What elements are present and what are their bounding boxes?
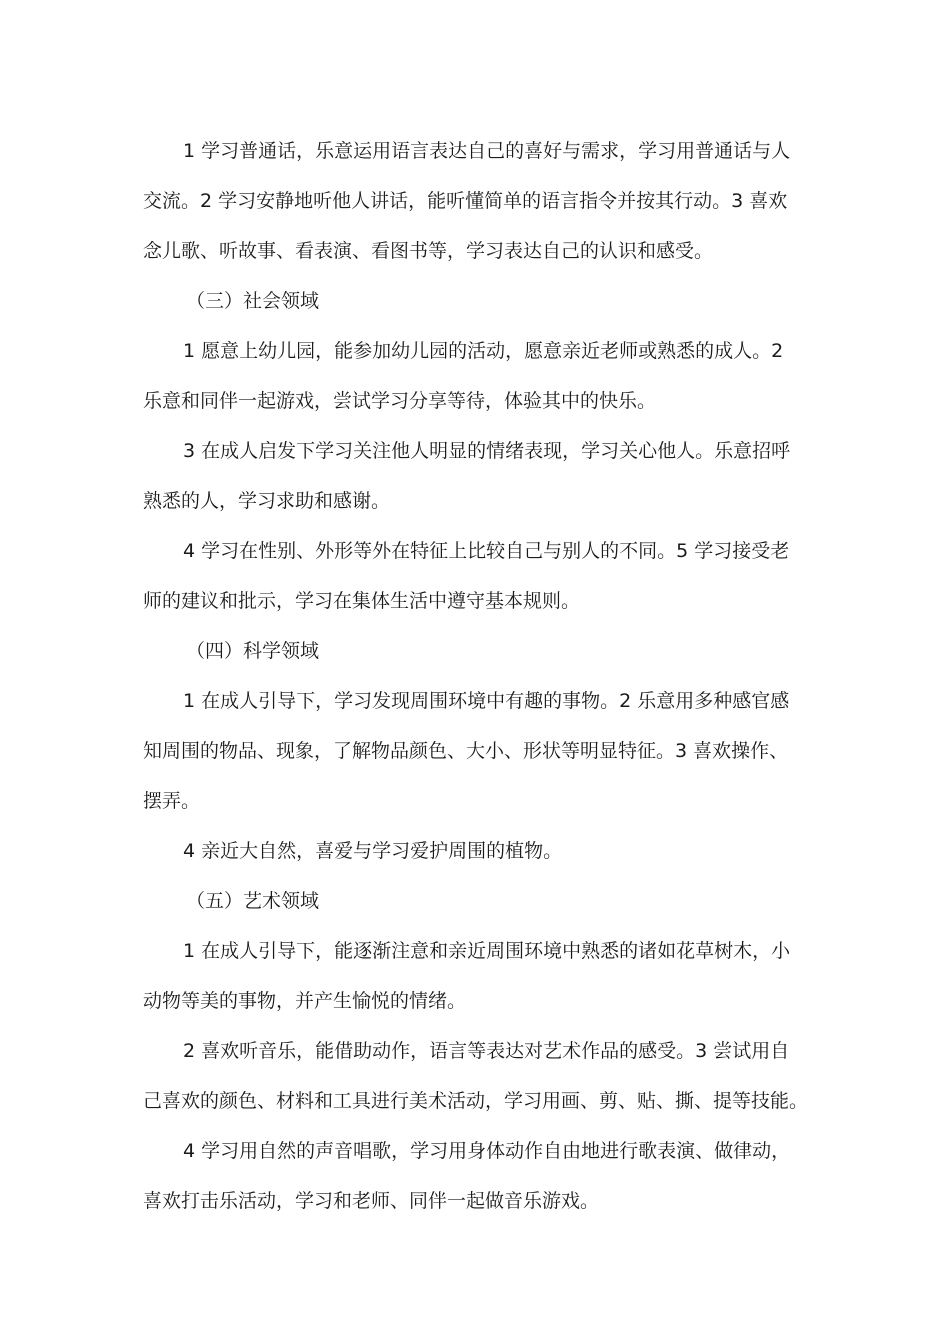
text-line: 3 在成人启发下学习关注他人明显的情绪表现，学习关心他人。乐意招呼: [183, 440, 791, 462]
text-line: 1 在成人引导下，能逐渐注意和亲近周围环境中熟悉的诸如花草树木，小: [183, 940, 791, 962]
text-line: 2 喜欢听音乐，能借助动作，语言等表达对艺术作品的感受。3 尝试用自: [183, 1040, 790, 1062]
text-line: 喜欢打击乐活动，学习和老师、同伴一起做音乐游戏。: [143, 1190, 600, 1212]
text-line: 4 学习用自然的声音唱歌，学习用身体动作自由地进行歌表演、做律动，: [183, 1140, 791, 1162]
section-heading: （四）科学领域: [186, 640, 320, 662]
paragraph-art-3: [143, 1126, 810, 1226]
paragraph-art-2: [143, 1026, 810, 1126]
paragraph-art-1: [143, 926, 810, 1026]
text-line: 1 在成人引导下，学习发现周围环境中有趣的事物。2 乐意用多种感官感: [183, 690, 790, 712]
text-line: 乐意和同伴一起游戏，尝试学习分享等待，体验其中的快乐。: [143, 390, 657, 412]
text-line: 4 学习在性别、外形等外在特征上比较自己与别人的不同。5 学习接受老: [183, 540, 790, 562]
text-line: 动物等美的事物，并产生愉悦的情绪。: [143, 990, 467, 1012]
text-line: 1 学习普通话，乐意运用语言表达自己的喜好与需求，学习用普通话与人: [183, 140, 791, 162]
text-line: 师的建议和批示，学习在集体生活中遵守基本规则。: [143, 590, 581, 612]
paragraph-science-2: [143, 826, 810, 876]
text-line: 念儿歌、听故事、看表演、看图书等，学习表达自己的认识和感受。: [143, 240, 714, 262]
text-line: 1 愿意上幼儿园，能参加幼儿园的活动，愿意亲近老师或熟悉的成人。2: [183, 340, 784, 362]
paragraph-language-goals: [143, 126, 810, 276]
paragraph-science-1: [143, 676, 810, 826]
text-line: 摆弄。: [143, 790, 201, 812]
text-line: 己喜欢的颜色、材料和工具进行美术活动，学习用画、剪、贴、撕、提等技能。: [143, 1090, 809, 1112]
section-heading-social: [143, 276, 810, 326]
document-body: [143, 126, 810, 1226]
section-heading-art: [143, 876, 810, 926]
text-line: 4 亲近大自然，喜爱与学习爱护周围的植物。: [183, 840, 563, 862]
paragraph-social-1: [143, 326, 810, 426]
section-heading: （五）艺术领域: [186, 890, 320, 912]
section-heading: （三）社会领域: [186, 290, 320, 312]
text-line: 交流。2 学习安静地听他人讲话，能听懂简单的语言指令并按其行动。3 喜欢: [143, 190, 788, 212]
text-line: 知周围的物品、现象，了解物品颜色、大小、形状等明显特征。3 喜欢操作、: [143, 740, 789, 762]
text-line: 熟悉的人，学习求助和感谢。: [143, 490, 391, 512]
paragraph-social-2: [143, 426, 810, 526]
section-heading-science: [143, 626, 810, 676]
paragraph-social-3: [143, 526, 810, 626]
